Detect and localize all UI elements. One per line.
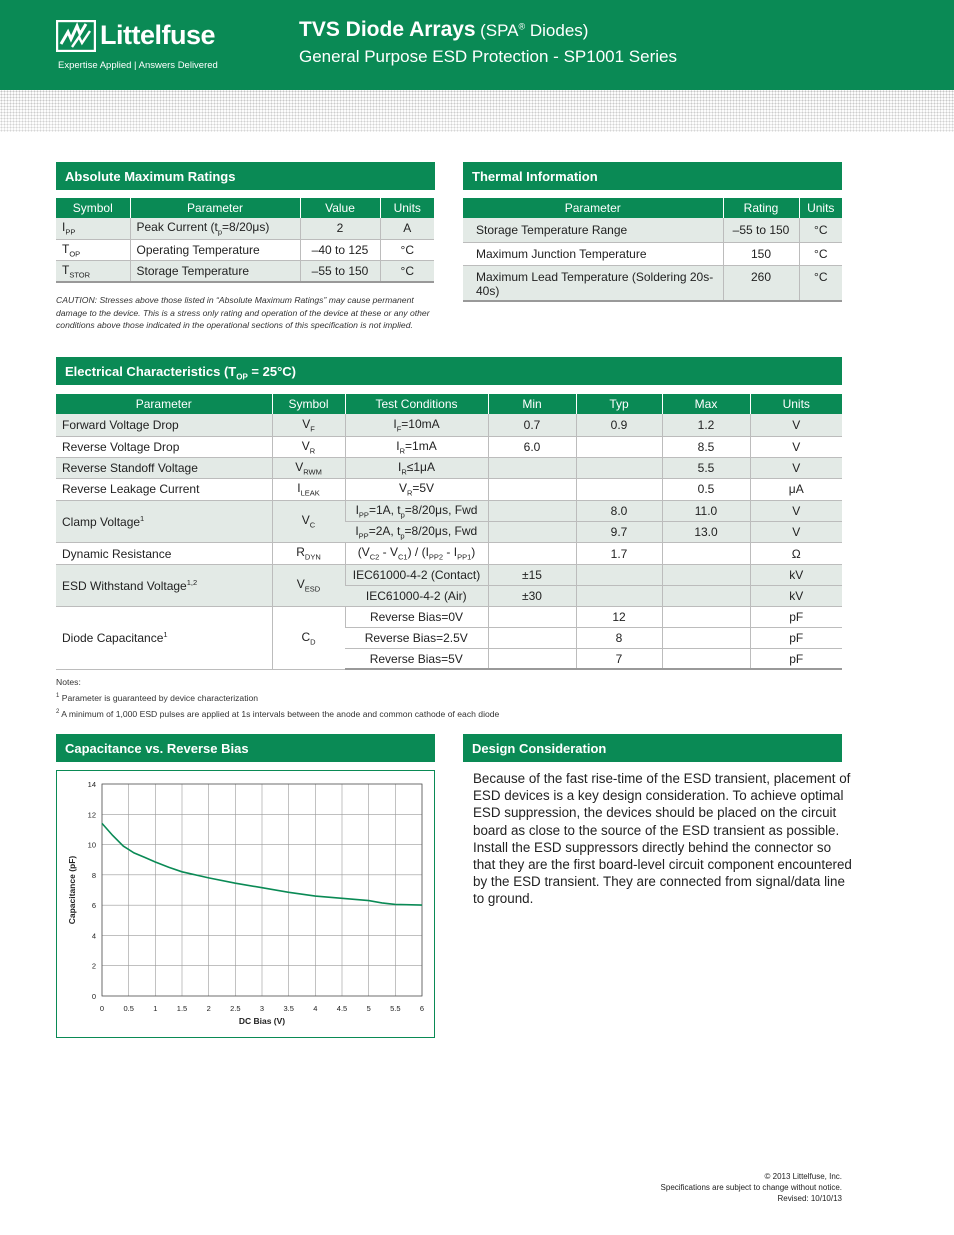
min-cell xyxy=(488,606,576,627)
typ-cell: 0.9 xyxy=(576,414,662,436)
column-header: Parameter xyxy=(56,394,272,414)
thermal-heading: Thermal Information xyxy=(463,162,842,190)
table-row xyxy=(56,436,842,457)
symbol-cell: $V_F$ xyxy=(272,414,345,436)
parameter-cell: Forward Voltage Drop xyxy=(56,414,272,436)
y-tick-label: 8 xyxy=(91,870,96,880)
table-row xyxy=(463,218,842,242)
units-cell: kV xyxy=(750,585,842,606)
table-row xyxy=(56,414,842,436)
note-2: $^2$ A minimum of 1,000 ESD pulses are applied at 1s intervals between the anode and common cathode of each diode xyxy=(56,708,500,719)
dotted-band-fade xyxy=(0,90,954,132)
table-row xyxy=(56,218,434,239)
min-cell: ±30 xyxy=(488,585,576,606)
x-tick-label: 5 xyxy=(366,1004,371,1013)
min-cell xyxy=(488,627,576,648)
copyright: © 2013 Littelfuse, Inc. xyxy=(764,1172,842,1181)
condition-cell: $I_{PP}=2A$, $t_p=8/20\mu s$, Fwd xyxy=(345,522,488,543)
min-cell xyxy=(488,457,576,478)
units-cell: pF xyxy=(750,627,842,648)
parameter-cell: Peak Current $(t_p=8/20\mu s)$ xyxy=(130,218,300,239)
symbol-cell: $T_{STOR}$ xyxy=(56,260,130,282)
units-cell: μA xyxy=(750,479,842,500)
brand-tagline: Expertise Applied | Answers Delivered xyxy=(58,60,218,71)
symbol-cell: $I_{PP}$ xyxy=(56,218,130,239)
table-row xyxy=(56,457,842,478)
brand-name: Littelfuse xyxy=(100,20,216,50)
x-tick-label: 1.5 xyxy=(176,1004,188,1013)
column-header: Parameter xyxy=(130,198,300,218)
max-cell: 0.5 xyxy=(662,479,750,500)
units-cell: °C xyxy=(799,218,842,242)
condition-cell: $(V_{C2} - V_{C1}) / (I_{PP2} - I_{PP1})$ xyxy=(345,543,488,564)
condition-cell: Reverse Bias=0V xyxy=(345,606,488,627)
note-1: $^1$ Parameter is guaranteed by device characterization xyxy=(56,692,259,703)
x-tick-label: 0.5 xyxy=(123,1004,134,1013)
rating-cell: –55 to 150 xyxy=(723,218,799,242)
units-cell: °C xyxy=(799,242,842,265)
y-tick-label: 0 xyxy=(91,992,96,1001)
abs-max-table xyxy=(56,198,434,283)
max-cell xyxy=(662,543,750,564)
column-header: Symbol xyxy=(272,394,345,414)
x-tick-label: 2.5 xyxy=(230,1004,241,1013)
column-header: Symbol xyxy=(56,198,130,218)
symbol-cell: $V_{RWM}$ xyxy=(272,457,345,478)
rating-cell: 150 xyxy=(723,242,799,265)
y-axis-label: Capacitance (pF) xyxy=(67,855,77,925)
x-tick-label: 0 xyxy=(99,1004,105,1013)
condition-cell: $I_F=10mA$ xyxy=(345,414,488,436)
units-cell: V xyxy=(750,522,842,543)
x-tick-label: 5.5 xyxy=(390,1004,401,1013)
table-row xyxy=(56,500,842,521)
x-tick-label: 2 xyxy=(206,1004,211,1013)
parameter-cell: Maximum Lead Temperature (Soldering 20s-40s) xyxy=(463,265,723,301)
y-tick-label: 6 xyxy=(91,901,96,911)
min-cell xyxy=(488,500,576,521)
min-cell xyxy=(488,479,576,500)
min-cell xyxy=(488,648,576,669)
max-cell: 13.0 xyxy=(662,522,750,543)
notes xyxy=(56,675,499,721)
min-cell: ±15 xyxy=(488,564,576,585)
typ-cell xyxy=(576,457,662,478)
typ-cell: 8 xyxy=(576,627,662,648)
caution-note: CAUTION: Stresses above those listed in “Absolute Maximum Ratings” may cause permanent damage to the device. This is a stress only rating and operation of the device at these or any other conditions above those indicated in the operational sections of this specification is not implied. xyxy=(56,295,430,330)
thermal-table xyxy=(463,198,842,302)
table-row xyxy=(56,606,842,627)
design-text: Because of the fast rise-time of the ESD transient, placement of ESD devices is a key design consideration. To achieve optimal ESD suppression, the devices should be placed on the circuit board as close to the source of the ESD transient as possible. Install the ESD suppressors directly behind the connector so that they are the first board-level circuit component encountered by the ESD transient. They are connected from signal/data line to ground. xyxy=(473,771,852,907)
title-paren: (SPA® Diodes) xyxy=(480,21,589,40)
parameter-cell: Operating Temperature xyxy=(130,239,300,260)
table-row xyxy=(463,242,842,265)
value-cell: –40 to 125 xyxy=(300,239,380,260)
symbol-cell: $R_{DYN}$ xyxy=(272,543,345,564)
y-tick-label: 14 xyxy=(87,780,96,789)
capacitance-heading: Capacitance vs. Reverse Bias xyxy=(56,734,435,762)
units-cell: °C xyxy=(380,260,434,282)
max-cell xyxy=(662,648,750,669)
elec-table xyxy=(56,394,842,670)
table-header-row xyxy=(56,198,434,218)
table-row xyxy=(56,564,842,585)
column-header: Test Conditions xyxy=(345,394,488,414)
y-tick-label: 12 xyxy=(87,810,96,820)
typ-cell xyxy=(576,436,662,457)
littelfuse-logo-icon xyxy=(56,20,96,52)
column-header: Units xyxy=(799,198,842,218)
condition-cell: Reverse Bias=2.5V xyxy=(345,627,488,648)
column-header: Max xyxy=(662,394,750,414)
parameter-cell: Diode Capacitance$^1$ xyxy=(56,606,272,669)
column-header: Rating xyxy=(723,198,799,218)
parameter-cell: Storage Temperature Range xyxy=(463,218,723,242)
notes-label: Notes: xyxy=(56,677,81,687)
title-main: TVS Diode Arrays xyxy=(299,18,476,41)
condition-cell: Reverse Bias=5V xyxy=(345,648,488,669)
condition-cell: IEC61000-4-2 (Air) xyxy=(345,585,488,606)
table-row xyxy=(56,543,842,564)
max-cell: 11.0 xyxy=(662,500,750,521)
x-tick-label: 4 xyxy=(313,1004,318,1013)
typ-cell: 12 xyxy=(576,606,662,627)
units-cell: V xyxy=(750,500,842,521)
revision-date: Revised: 10/10/13 xyxy=(777,1194,842,1203)
abs-max-heading: Absolute Maximum Ratings xyxy=(56,162,435,190)
units-cell: °C xyxy=(380,239,434,260)
capacitance-chart xyxy=(56,770,435,1038)
condition-cell: $I_R\le 1\mu A$ xyxy=(345,457,488,478)
document-subtitle: General Purpose ESD Protection - SP1001 Series xyxy=(299,47,677,66)
symbol-cell: $I_{LEAK}$ xyxy=(272,479,345,500)
units-cell: kV xyxy=(750,564,842,585)
units-cell: Ω xyxy=(750,543,842,564)
x-tick-label: 6 xyxy=(419,1004,425,1013)
x-axis-label: DC Bias (V) xyxy=(238,1016,286,1026)
elec-heading: Electrical Characteristics $(T_{OP} = 25^\circ C)$ xyxy=(56,357,842,385)
x-tick-label: 1 xyxy=(153,1004,158,1013)
min-cell xyxy=(488,522,576,543)
symbol-cell: $V_C$ xyxy=(272,500,345,543)
max-cell: 5.5 xyxy=(662,457,750,478)
table-header-row xyxy=(56,394,842,414)
max-cell: 8.5 xyxy=(662,436,750,457)
min-cell xyxy=(488,543,576,564)
units-cell: pF xyxy=(750,606,842,627)
y-tick-label: 2 xyxy=(91,961,96,971)
column-header: Units xyxy=(750,394,842,414)
parameter-cell: ESD Withstand Voltage$^{1,2}$ xyxy=(56,564,272,606)
table-row xyxy=(56,239,434,260)
parameter-cell: Clamp Voltage$^1$ xyxy=(56,500,272,543)
typ-cell: 8.0 xyxy=(576,500,662,521)
parameter-cell: Reverse Standoff Voltage xyxy=(56,457,272,478)
disclaimer: Specifications are subject to change without notice. xyxy=(660,1183,842,1192)
y-tick-label: 10 xyxy=(87,840,96,850)
min-cell: 0.7 xyxy=(488,414,576,436)
rating-cell: 260 xyxy=(723,265,799,301)
units-cell: V xyxy=(750,457,842,478)
page-header xyxy=(0,0,954,90)
max-cell xyxy=(662,606,750,627)
units-cell: V xyxy=(750,436,842,457)
table-row xyxy=(463,265,842,301)
condition-cell: $I_R=1mA$ xyxy=(345,436,488,457)
symbol-cell: $V_R$ xyxy=(272,436,345,457)
table-row xyxy=(56,479,842,500)
condition-cell: $V_R=5V$ xyxy=(345,479,488,500)
document-title xyxy=(299,18,588,42)
value-cell: –55 to 150 xyxy=(300,260,380,282)
max-cell xyxy=(662,564,750,585)
symbol-cell: $V_{ESD}$ xyxy=(272,564,345,606)
table-row xyxy=(56,260,434,282)
column-header: Value xyxy=(300,198,380,218)
typ-cell: 1.7 xyxy=(576,543,662,564)
typ-cell: 7 xyxy=(576,648,662,669)
column-header: Min xyxy=(488,394,576,414)
condition-cell: IEC61000-4-2 (Contact) xyxy=(345,564,488,585)
design-heading: Design Consideration xyxy=(463,734,842,762)
value-cell: 2 xyxy=(300,218,380,239)
units-cell: V xyxy=(750,414,842,436)
column-header: Units xyxy=(380,198,434,218)
littelfuse-logo xyxy=(56,18,226,78)
parameter-cell: Reverse Leakage Current xyxy=(56,479,272,500)
capacitance-chart-svg xyxy=(57,771,434,1037)
typ-cell: 9.7 xyxy=(576,522,662,543)
units-cell: pF xyxy=(750,648,842,669)
table-header-row xyxy=(463,198,842,218)
parameter-cell: Maximum Junction Temperature xyxy=(463,242,723,265)
parameter-cell: Storage Temperature xyxy=(130,260,300,282)
column-header: Typ xyxy=(576,394,662,414)
max-cell: 1.2 xyxy=(662,414,750,436)
column-header: Parameter xyxy=(463,198,723,218)
typ-cell xyxy=(576,585,662,606)
typ-cell xyxy=(576,479,662,500)
x-tick-label: 3.5 xyxy=(283,1004,294,1013)
footer xyxy=(661,1171,842,1204)
condition-cell: $I_{PP}=1A$, $t_p=8/20\mu s$, Fwd xyxy=(345,500,488,521)
y-tick-label: 4 xyxy=(91,931,96,941)
x-tick-label: 3 xyxy=(259,1004,265,1013)
parameter-cell: Dynamic Resistance xyxy=(56,543,272,564)
symbol-cell: $C_D$ xyxy=(272,606,345,669)
units-cell: °C xyxy=(799,265,842,301)
min-cell: 6.0 xyxy=(488,436,576,457)
symbol-cell: $T_{OP}$ xyxy=(56,239,130,260)
typ-cell xyxy=(576,564,662,585)
units-cell: A xyxy=(380,218,434,239)
max-cell xyxy=(662,585,750,606)
x-tick-label: 4.5 xyxy=(336,1004,348,1013)
max-cell xyxy=(662,627,750,648)
parameter-cell: Reverse Voltage Drop xyxy=(56,436,272,457)
